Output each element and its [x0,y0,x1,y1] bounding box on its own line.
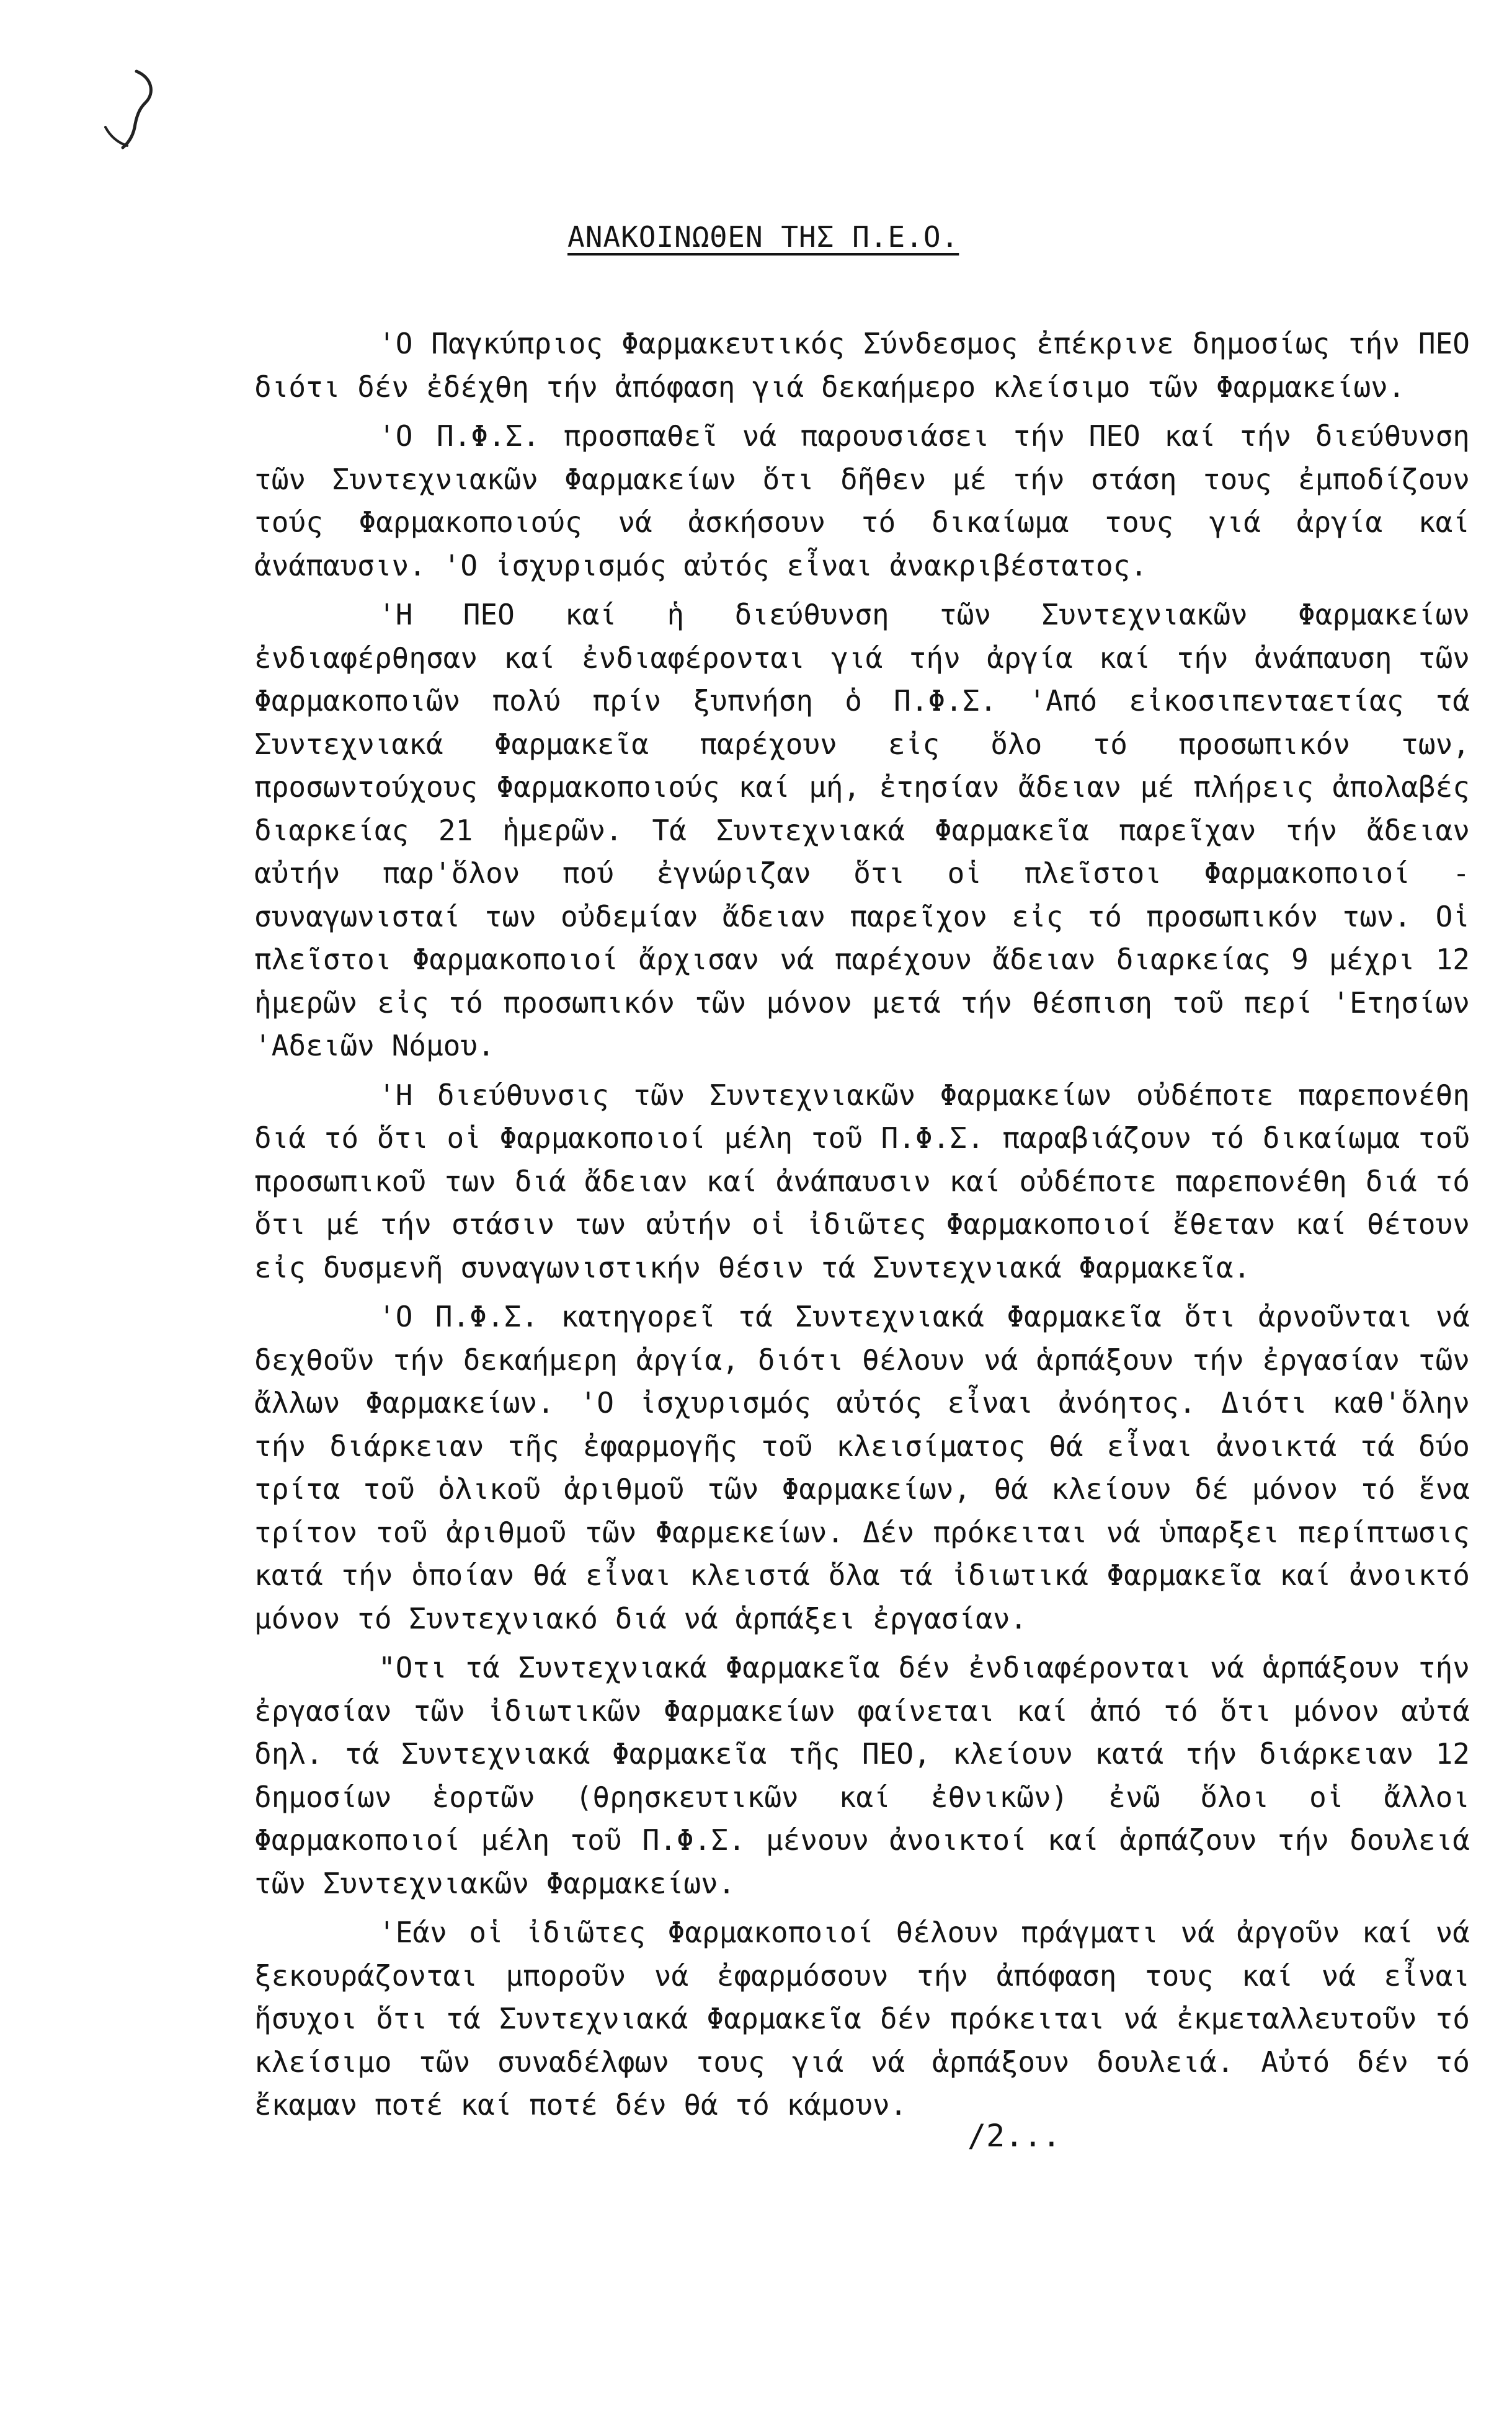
document-title: ΑΝΑΚΟΙΝΩΘΕΝ ΤΗΣ Π.Ε.Ο. [567,220,959,254]
handwritten-mark [93,68,167,155]
document-body [254,322,1470,2133]
paragraph-2: 'Ο Π.Φ.Σ. προσπαθεῖ νά παρουσιάσει τήν ΠΕΟ καί τήν διεύθυνση τῶν Συντεχνιακῶν Φαρμακείων ὅτι δῆθεν μέ τήν στάση τους ἐμποδίζουν τούς Φαρμακοποιούς νά ἀσκήσουν τό δικαίωμα τους γιά ἀργία καί ἀνάπαυσιν. 'Ο ἰσχυρισμός αὐτός εἶναι ἀνακριβέστατος. [254,419,1470,582]
paragraph-3: 'Η ΠΕΟ καί ἡ διεύθυνση τῶν Συντεχνιακῶν Φαρμακείων ἐνδιαφέρθησαν καί ἐνδιαφέρονται γιά τήν ἀργία καί τήν ἀνάπαυση τῶν Φαρμακοποιῶν πολύ πρίν ξυπνήση ὁ Π.Φ.Σ. 'Από εἰκοσιπενταετίας τά Συντεχνιακά Φαρμακεῖα παρέχουν εἰς ὅλο τό προσωπικόν των, προσωντούχους Φαρμακοποιούς καί μή, ἐτησίαν ἄδειαν μέ πλήρεις ἀπολαβές διαρκείας 21 ἡμερῶν. Τά Συντεχνιακά Φαρμακεῖα παρεῖχαν τήν ἄδειαν αὐτήν παρ'ὅλον πού ἐγνώριζαν ὅτι οἱ πλεῖστοι Φαρμακοποιοί - συναγωνισταί των οὐδεμίαν ἄδειαν παρεῖχον εἰς τό προσωπικόν των. Οἱ πλεῖστοι Φαρμακοποιοί ἄρχισαν νά παρέχουν ἄδειαν διαρκείας 9 μέχρι 12 ἡμερῶν εἰς τό προσωπικόν τῶν μόνον μετά τήν θέσπιση τοῦ περί 'Ετησίων 'Αδειῶν Νόμου. [254,598,1470,1062]
paragraph-1: 'Ο Παγκύπριος Φαρμακευτικός Σύνδεσμος ἐπέκρινε δημοσίως τήν ΠΕΟ διότι δέν ἐδέχθη τήν ἀπόφαση γιά δεκαήμερο κλείσιμο τῶν Φαρμακείων. [254,327,1470,404]
paragraph-5: 'Ο Π.Φ.Σ. κατηγορεῖ τά Συντεχνιακά Φαρμακεῖα ὅτι ἀρνοῦνται νά δεχθοῦν τήν δεκαήμερη ἀργία, διότι θέλουν νά ἁρπάξουν τήν ἐργασίαν τῶν ἄλλων Φαρμακείων. 'Ο ἰσχυρισμός αὐτός εἶναι ἀνόητος. Διότι καθ'ὅλην τήν διάρκειαν τῆς ἐφαρμογῆς τοῦ κλεισίματος θά εἶναι ἀνοικτά τά δύο τρίτα τοῦ ὁλικοῦ ἀριθμοῦ τῶν Φαρμακείων, θά κλείουν δέ μόνον τό ἕνα τρίτον τοῦ ἀριθμοῦ τῶν Φαρμεκείων. Δέν πρόκειται νά ὑπαρξει περίπτωσις κατά τήν ὁποίαν θά εἶναι κλειστά ὅλα τά ἰδιωτικά Φαρμακεῖα καί ἀνοικτό μόνον τό Συντεχνιακό διά νά ἁρπάξει ἐργασίαν. [254,1300,1470,1635]
paragraph-6: "Οτι τά Συντεχνιακά Φαρμακεῖα δέν ἐνδιαφέρονται νά ἁρπάξουν τήν ἐργασίαν τῶν ἰδιωτικῶν Φαρμακείων φαίνεται καί ἀπό τό ὅτι μόνον αὐτά δηλ. τά Συντεχνιακά Φαρμακεῖα τῆς ΠΕΟ, κλείουν κατά τήν διάρκειαν 12 δημοσίων ἑορτῶν (θρησκευτικῶν καί ἐθνικῶν) ἐνῶ ὅλοι οἱ ἄλλοι Φαρμακοποιοί μέλη τοῦ Π.Φ.Σ. μένουν ἀνοικτοί καί ἁρπάζουν τήν δουλειά τῶν Συντεχνιακῶν Φαρμακείων. [254,1651,1470,1900]
paragraph-7: 'Εάν οἱ ἰδιῶτες Φαρμακοποιοί θέλουν πράγματι νά ἀργοῦν καί νά ξεκουράζονται μποροῦν νά ἐφαρμόσουν τήν ἀπόφαση τους καί νά εἶναι ἥσυχοι ὅτι τά Συντεχνιακά Φαρμακεῖα δέν πρόκειται νά ἐκμεταλλευτοῦν τό κλείσιμο τῶν συναδέλφων τους γιά νά ἁρπάξουν δουλειά. Αὐτό δέν τό ἔκαμαν ποτέ καί ποτέ δέν θά τό κάμουν. [254,1916,1470,2122]
paragraph-4: 'Η διεύθυνσις τῶν Συντεχνιακῶν Φαρμακείων οὐδέποτε παρεπονέθη διά τό ὅτι οἱ Φαρμακοποιοί μέλη τοῦ Π.Φ.Σ. παραβιάζουν τό δικαίωμα τοῦ προσωπικοῦ των διά ἄδειαν καί ἀνάπαυσιν καί οὐδέποτε παρεπονέθη διά τό ὅτι μέ τήν στάσιν των αὐτήν οἱ ἰδιῶτες Φαρμακοποιοί ἔθεταν καί θέτουν εἰς δυσμενῆ συναγωνιστικήν θέσιν τά Συντεχνιακά Φαρμακεῖα. [254,1078,1470,1284]
page-continuation-marker: /2... [967,2118,1061,2154]
